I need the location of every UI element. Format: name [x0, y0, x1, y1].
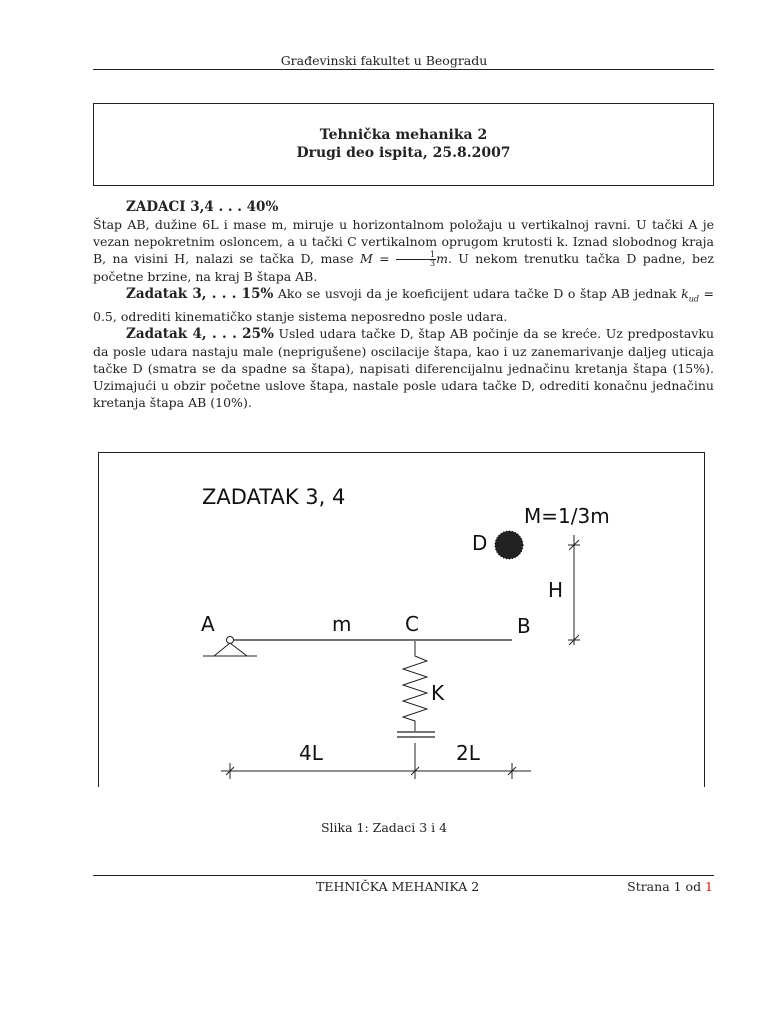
- task3-text-a: Ako se usvoji da je koeficijent udara tačke D o štap AB jednak: [273, 286, 682, 301]
- task4-text: Usled udara tačke D, štap AB počinje da se kreće. Uz predpostavku da posle udara nastaju male (neprigušene) oscilacije štapa, kao i uz zanemarivanje daljeg uticaja tačke D (smatra se da spadne sa štapa), napisati diferencijalnu jednačinu kretanja štapa (15%). Uzimajući u obzir početne uslove štapa, nastale posle udara tačke D, odrediti konačnu jednačinu kretanja štapa AB (10%).: [93, 325, 714, 410]
- page-prefix: Strana 1 od: [627, 879, 706, 894]
- footer-course: TEHNIČKA MEHANIKA 2: [316, 879, 480, 894]
- label-H: H: [548, 578, 564, 602]
- task4-heading: Zadatak 4, . . . 25%: [126, 325, 274, 342]
- math-M: M: [359, 251, 373, 266]
- page-header: Građevinski fakultet u Beogradu: [280, 53, 488, 68]
- math-eq: =: [372, 251, 396, 266]
- dim-label-4L: 4L: [299, 741, 323, 765]
- figure-caption: Slika 1: Zadaci 3 i 4: [320, 820, 448, 835]
- problem-text: [93, 198, 714, 411]
- spring-C: [403, 641, 427, 731]
- exam-date-title: Drugi deo ispita, 25.8.2007: [296, 145, 511, 161]
- footer-page-number: [627, 879, 713, 894]
- frac-den: 3: [430, 259, 436, 268]
- page-total-link[interactable]: 1: [705, 879, 713, 894]
- frac-num: 1: [396, 251, 436, 260]
- task3-paragraph: [93, 285, 714, 325]
- course-title: Tehnička mehanika 2: [319, 127, 488, 143]
- task3-heading: Zadatak 3, . . . 15%: [126, 286, 274, 302]
- label-m: m: [332, 612, 352, 636]
- title-box: [93, 103, 714, 186]
- intro-text-b: . U nekom trenutku tačka D padne, bez početne brzine, na kraj B štapa AB.: [93, 251, 715, 284]
- label-B: B: [517, 614, 531, 638]
- label-K: K: [431, 681, 445, 705]
- mass-label: M=1/3m: [524, 504, 610, 528]
- task3-text-b: , odrediti kinematičko stanje sistema neposredno posle udara.: [112, 308, 508, 324]
- task4-paragraph: [93, 325, 714, 411]
- dim-label-2L: 2L: [456, 741, 480, 765]
- intro-paragraph: [93, 198, 714, 285]
- math-k-val: = 0.5: [93, 286, 714, 324]
- figure-frame: [98, 452, 705, 787]
- figure-title: ZADATAK 3, 4: [202, 485, 346, 509]
- intro-text-a: Štap AB, dužine 6L i mase m, miruje u horizontalnom položaju u vertikalnoj ravni. U tački A je vezan nepokretnim osloncem, a u tački C vertikalnom oprugom krutosti k. Iznad slobodnog kraja B, na visini H, nalazi se tačka D, mase: [93, 217, 714, 266]
- label-D: D: [472, 531, 488, 555]
- intro-heading: ZADACI 3,4 . . . 40%: [126, 199, 279, 215]
- math-m: m: [436, 251, 448, 266]
- label-C: C: [405, 612, 419, 636]
- math-k: k: [681, 286, 689, 301]
- footer-rule: [93, 875, 714, 876]
- mechanics-diagram: [99, 453, 704, 787]
- math-k-sub: ud: [688, 294, 699, 304]
- fraction-one-third: [396, 251, 436, 268]
- label-A: A: [201, 612, 215, 636]
- header-rule: [93, 69, 714, 70]
- pin-joint-A: [227, 637, 234, 644]
- support-triangle-A: [214, 643, 247, 656]
